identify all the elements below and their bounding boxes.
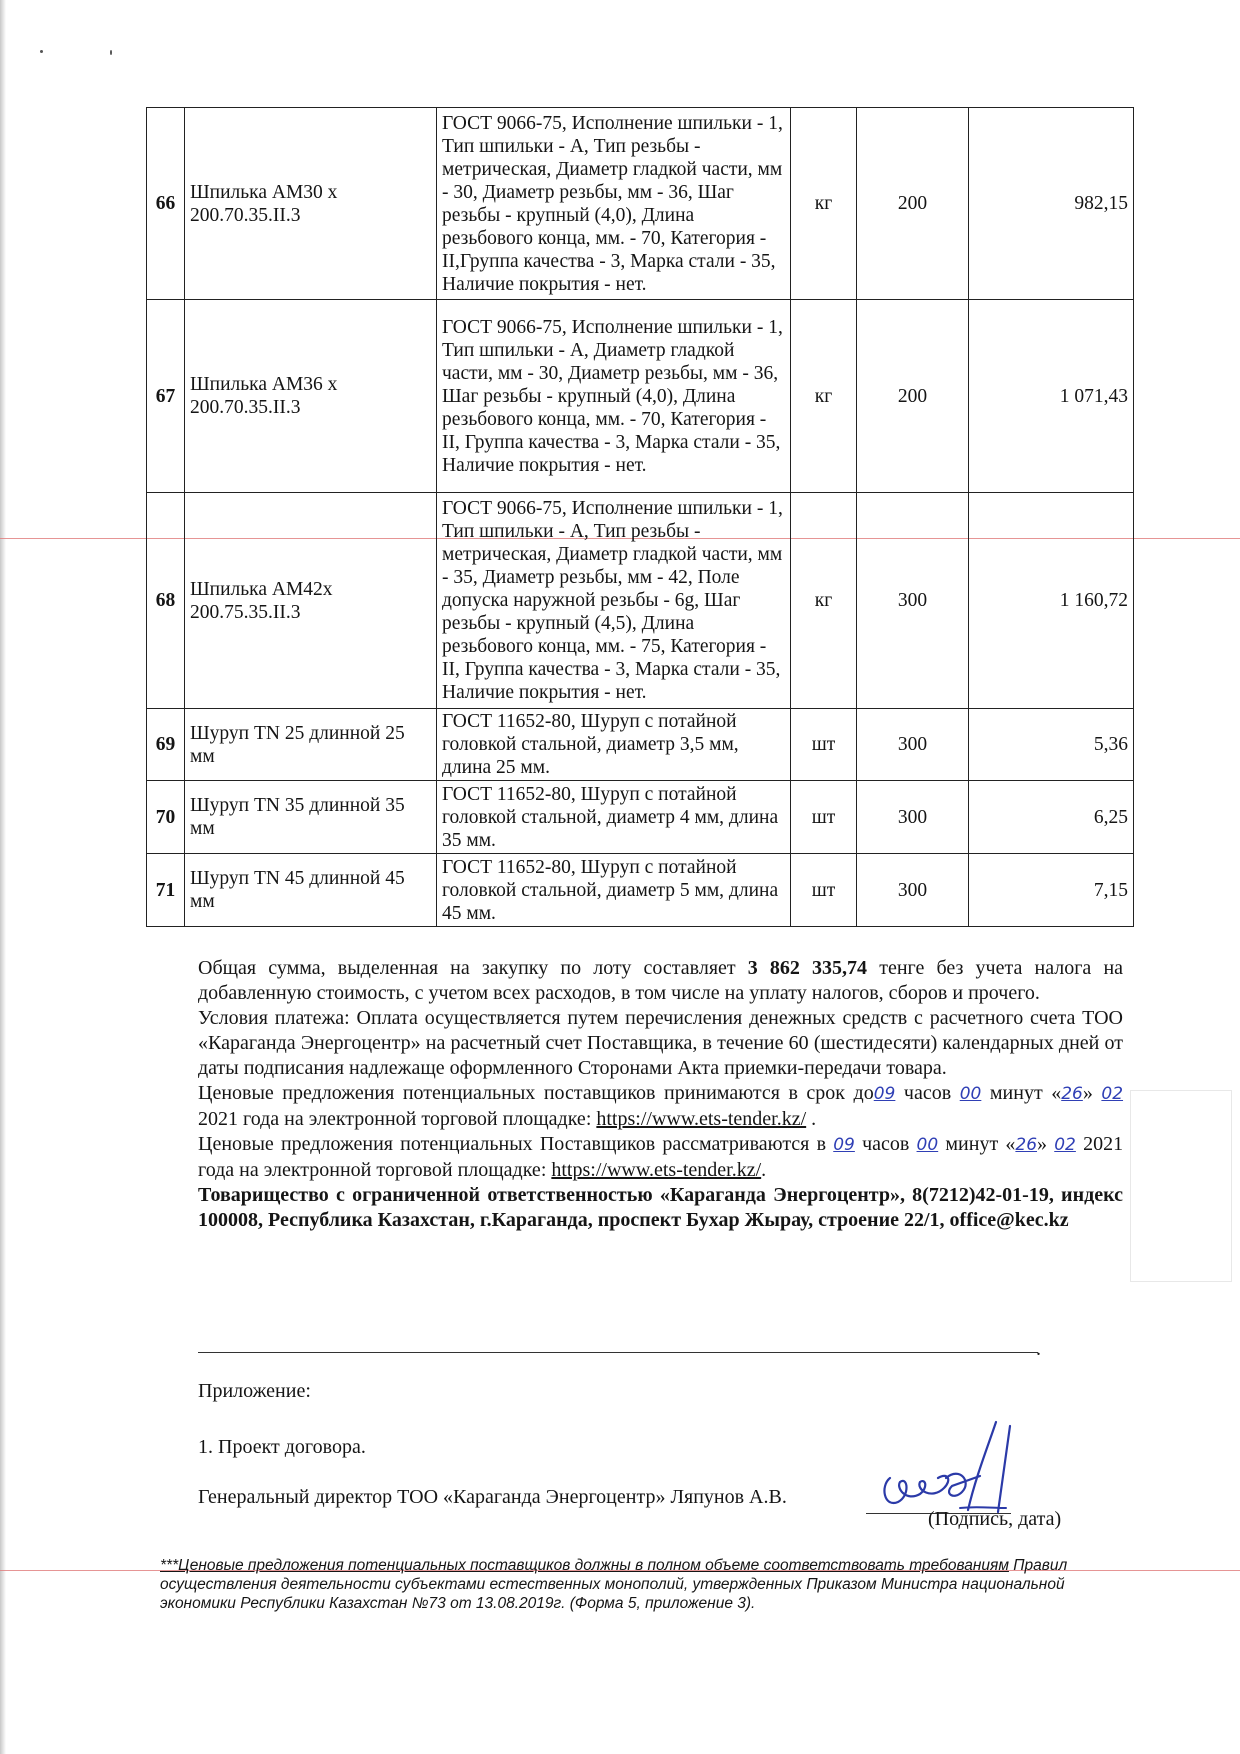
attachment-label: Приложение: [198, 1380, 311, 1402]
scan-speck [110, 50, 112, 55]
item-name: Шуруп TN 35 длинной 35 мм [185, 781, 437, 854]
item-quantity: 300 [857, 493, 969, 709]
signer-line: Генеральный директор ТОО «Караганда Энергоцентр» Ляпунов А.В. [198, 1486, 787, 1508]
row-number: 68 [147, 493, 185, 709]
blank-line [198, 1352, 1038, 1353]
item-name: Шуруп TN 45 длинной 45 мм [185, 854, 437, 927]
blank-line-end: . [1036, 1338, 1041, 1360]
handwritten-hour: 09 [833, 1135, 855, 1155]
table-row [147, 781, 1134, 854]
item-name: Шпилька АМ36 х 200.70.35.II.3 [185, 300, 437, 493]
handwritten-month: 02 [1101, 1084, 1124, 1104]
terms-text-block [198, 956, 1123, 1233]
handwritten-hour: 09 [873, 1084, 896, 1104]
row-number: 66 [147, 108, 185, 300]
footnote-rest: Правил осуществления деятельности субъектами естественных монополий, утвержденных Приказом Министра национальной экономики Республики Казахстан №73 от 13.08.2019г. (Форма 5, приложение 3). [160, 1557, 1068, 1612]
item-quantity: 300 [857, 709, 969, 781]
item-description: ГОСТ 11652-80, Шуруп с потайной головкой стальной, диаметр 4 мм, длина 35 мм. [437, 781, 791, 854]
item-quantity: 300 [857, 781, 969, 854]
table-row [147, 300, 1134, 493]
item-amount: 5,36 [969, 709, 1134, 781]
item-unit: кг [791, 493, 857, 709]
total-amount: 3 862 335,74 [747, 957, 868, 979]
row-number: 69 [147, 709, 185, 781]
item-description: ГОСТ 9066-75, Исполнение шпильки - 1, Тип шпильки - А, Диаметр гладкой части, мм - 30, Диаметр резьбы, мм - 36, Шаг резьбы - крупный (4,0), Длина резьбового конца, мм. - 70, Категория - II, Группа качества - 3, Марка стали - 35, Наличие покрытия - нет. [437, 300, 791, 493]
table-row [147, 108, 1134, 300]
item-quantity: 200 [857, 300, 969, 493]
item-description: ГОСТ 9066-75, Исполнение шпильки - 1, Тип шпильки - А, Тип резьбы - метрическая, Диаметр гладкой части, мм - 35, Диаметр резьбы, мм - 42, Поле допуска наружной резьбы - 6g, Шаг резьбы - крупный (4,5), Длина резьбового конца, мм. - 75, Категория - II, Группа качества - 3, Марка стали - 35, Наличие покрытия - нет. [437, 493, 791, 709]
item-quantity: 200 [857, 108, 969, 300]
faint-stamp-ghost [1130, 1090, 1232, 1282]
payment-paragraph: Условия платежа: Оплата осуществляется путем перечисления денежных средств с расчетного счета ТОО «Караганда Энергоцентр» на расчетный счет Поставщика, в течение 60 (шестидесяти) календарных дней от даты подписания надлежаще оформленного Сторонами Акта приемки-передачи товара. [198, 1007, 1123, 1079]
acceptance-paragraph: Ценовые предложения потенциальных поставщиков принимаются в срок до09 часов 00 минут «26» 02 2021 года на электронной торговой площадке: https://www.ets-tender.kz/ . [198, 1082, 1124, 1130]
table-row [147, 854, 1134, 927]
item-amount: 6,25 [969, 781, 1134, 854]
handwritten-day: 26 [1015, 1135, 1038, 1155]
row-number: 67 [147, 300, 185, 493]
table-row [147, 709, 1134, 781]
attachment-item: 1. Проект договора. [198, 1436, 366, 1458]
item-name: Шпилька АМ42х 200.75.35.II.3 [185, 493, 437, 709]
item-unit: шт [791, 781, 857, 854]
total-paragraph: Общая сумма, выделенная на закупку по лоту составляет 3 862 335,74 тенге без учета налога на добавленную стоимость, с учетом всех расходов, в том числе на уплату налогов, сборов и прочего. [198, 957, 1124, 1004]
item-name: Шуруп TN 25 длинной 25 мм [185, 709, 437, 781]
signature-caption: (Подпись, дата) [928, 1508, 1062, 1530]
footnote [160, 1556, 1120, 1613]
footnote-lead: ***Ценовые предложения потенциальных поставщиков должны в полном объеме соответствовать требованиям [160, 1557, 1009, 1574]
item-amount: 1 071,43 [969, 300, 1134, 493]
item-unit: кг [791, 108, 857, 300]
ets-tender-link[interactable]: https://www.ets-tender.kz/ [596, 1108, 807, 1130]
item-unit: шт [791, 854, 857, 927]
item-amount: 1 160,72 [969, 493, 1134, 709]
review-paragraph: Ценовые предложения потенциальных Поставщиков рассматриваются в 09 часов 00 минут «26» 02 2021 года на электронной торговой площадке: https://www.ets-tender.kz/. [198, 1133, 1124, 1181]
item-quantity: 300 [857, 854, 969, 927]
item-amount: 7,15 [969, 854, 1134, 927]
item-unit: кг [791, 300, 857, 493]
handwritten-minute: 00 [959, 1084, 982, 1104]
handwritten-minute: 00 [916, 1135, 939, 1155]
scan-edge [0, 0, 6, 1754]
item-amount: 982,15 [969, 108, 1134, 300]
company-info: Товарищество с ограниченной ответственностью «Караганда Энергоцентр», 8(7212)42-01-19, индекс 100008, Республика Казахстан, г.Караганда, проспект Бухар Жырау, строение 22/1, office@kec.kz [198, 1184, 1123, 1231]
table-row [147, 493, 1134, 709]
row-number: 70 [147, 781, 185, 854]
handwritten-day: 26 [1061, 1084, 1083, 1104]
goods-table [146, 107, 1134, 927]
scan-speck [40, 50, 43, 53]
row-number: 71 [147, 854, 185, 927]
item-unit: шт [791, 709, 857, 781]
item-name: Шпилька АМ30 х 200.70.35.II.3 [185, 108, 437, 300]
ets-tender-link[interactable]: https://www.ets-tender.kz/ [551, 1159, 762, 1181]
item-description: ГОСТ 9066-75, Исполнение шпильки - 1, Тип шпильки - А, Тип резьбы - метрическая, Диаметр гладкой части, мм - 30, Диаметр резьбы, мм - 36, Шаг резьбы - крупный (4,0), Длина резьбового конца, мм. - 70, Категория - II,Группа качества - 3, Марка стали - 35, Наличие покрытия - нет. [437, 108, 791, 300]
item-description: ГОСТ 11652-80, Шуруп с потайной головкой стальной, диаметр 3,5 мм, длина 25 мм. [437, 709, 791, 781]
item-description: ГОСТ 11652-80, Шуруп с потайной головкой стальной, диаметр 5 мм, длина 45 мм. [437, 854, 791, 927]
handwritten-month: 02 [1054, 1135, 1076, 1155]
